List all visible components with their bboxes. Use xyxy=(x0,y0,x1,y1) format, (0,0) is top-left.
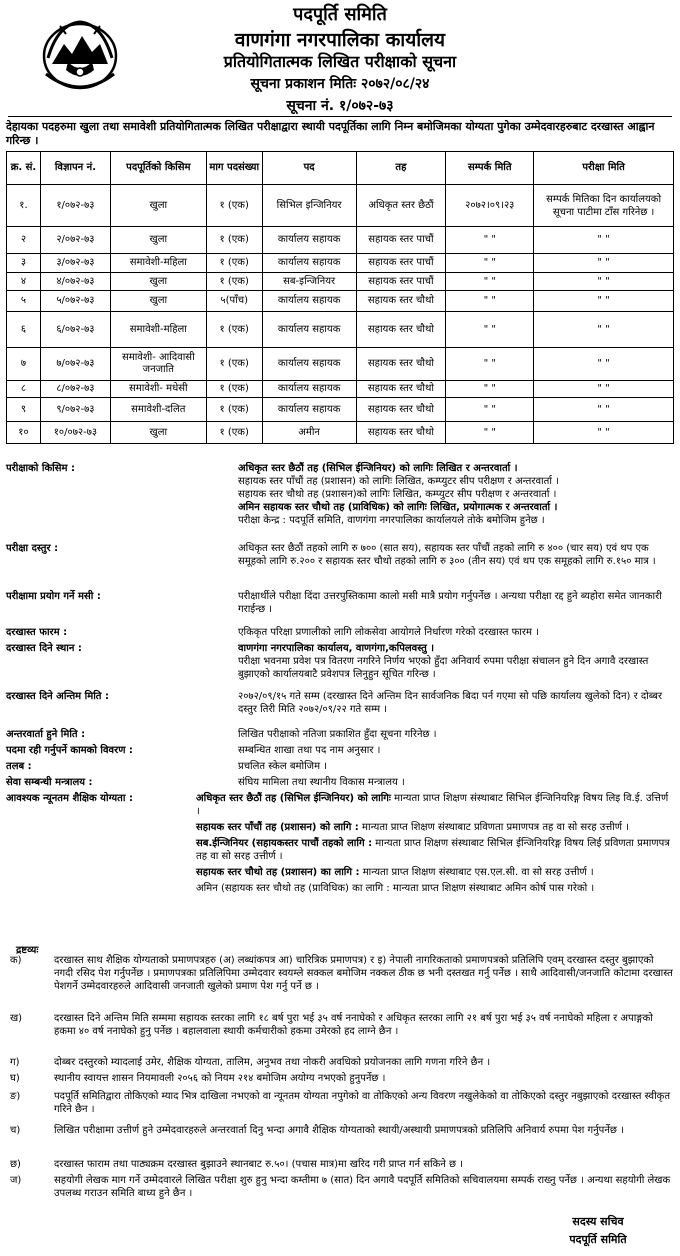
note-key: ज) xyxy=(10,1175,22,1186)
form-text: एकिकृत परिक्षा प्रणालीको लागि लोकसेवा आयोगले निर्धारण गरेको दरखास्त फारम । xyxy=(238,627,539,638)
note-text: दरखास्त साथ शैक्षिक योग्यताको प्रमाणपत्रहरु (अ) लब्धांकपत्र आ) चारित्रिक प्रमाणपत्र) र इ) नेपाली नागरिकताको प्रमाणपत्रको प्रतिलिपि एवम् दरखास्त दस्तुर बुझाएको नगदी रसिद पेश गर्नुपर्नेछ । प्रमाणपत्रका प्रतिलिपिमा उम्मेदवार स्वयम्ले सक्कल बमोजिम नक्कल ठीक छ भनी दस्तखत गर्नु पर्नेछ । साथै आदिवासी/जनजाति कोटामा दरखास्त पेशगर्ने उम्मेदवारहरुले आदिवासी जनजाती खुलेको प्रमाण पेश गर्नु पर्ने छ । xyxy=(54,955,673,992)
cell-count: १ (एक) xyxy=(206,348,262,381)
interview-text: लिखित परीक्षाको नतिजा प्रकाशित हुँदा सूचना गरिनेछ । xyxy=(238,729,437,740)
note-text: सहयोगी लेखक माग गर्ने उम्मेदवारले लिखित परीक्षा शुरु हुनु भन्दा कम्तीमा ७ (सात) दिन अगावै पदपूर्ति समितिको सचिवालयमा सम्पर्क राख्नु पर्नेछ । अन्यथा सहयोगी लेखक उपलब्ध गराउन समिति बाध्य हुने छैन । xyxy=(54,1175,671,1199)
cell-contact-date: " " xyxy=(446,348,534,381)
cell-contact-date: २०७२।०९।२३ xyxy=(446,185,534,227)
notice-number: सूचना नं. १/०७२-७३ xyxy=(286,98,394,114)
exam-type-section xyxy=(6,462,674,544)
note-key: क) xyxy=(10,955,22,966)
exam-type-assistant-4: सहायक स्तर चौथो तह (प्रशासन)को लागिः लिखित, कम्प्युटर सीप परीक्षण र अन्तरवार्ता । xyxy=(238,489,557,500)
cell-type: समावेशी-दलित xyxy=(110,398,206,422)
ministry-text: संघिय मामिला तथा स्थानीय विकास मन्त्रालय । xyxy=(238,777,405,788)
salary-section xyxy=(6,760,674,774)
table-header-row xyxy=(7,152,674,185)
office-name: वाणगंगा नगरपालिका कार्यालय xyxy=(234,29,446,51)
table-row xyxy=(7,227,674,254)
cell-count: १ (एक) xyxy=(206,312,262,348)
col-header-post: पद xyxy=(262,152,356,185)
cell-level: सहायक स्तर पाचौं xyxy=(356,273,446,291)
cell-exam-date: " " xyxy=(534,381,674,398)
cell-post: सिभिल इन्जिनियर xyxy=(262,185,356,227)
cell-contact-date: " " xyxy=(446,422,534,444)
cell-count: १ (एक) xyxy=(206,381,262,398)
cell-contact-date: " " xyxy=(446,398,534,422)
cell-sn: ६ xyxy=(7,312,41,348)
cell-type: समावेशी- आदिवासी जनजाति xyxy=(110,348,206,381)
table-row xyxy=(7,398,674,422)
qualification-assistant-5 xyxy=(196,821,674,834)
cell-ad-no: ८/०७२-७३ xyxy=(40,381,110,398)
cell-exam-date: " " xyxy=(534,254,674,273)
note-key: छ) xyxy=(10,1159,21,1170)
ink-label: परीक्षामा प्रयोग गर्ने मसी : xyxy=(6,591,101,602)
interview-label: अन्तरवार्ता हुने मिति : xyxy=(6,729,86,740)
salary-text: प्रचलित स्केल बमोजिम । xyxy=(238,761,328,772)
cell-ad-no: ७/०७२-७३ xyxy=(40,348,110,381)
table-row xyxy=(7,185,674,227)
cell-level: सहायक स्तर पाचौं xyxy=(356,227,446,254)
cell-post: कार्यालय सहायक xyxy=(262,381,356,398)
cell-post: सब-इन्जिनियर xyxy=(262,273,356,291)
exam-type-officer: अधिकृत स्तर छैठौं तह (सिभिल ईन्जिनियर) को लागिः लिखित र अन्तरवार्ता । xyxy=(238,463,518,474)
cell-type: खुला xyxy=(110,227,206,254)
qualification-section xyxy=(6,792,674,940)
qualification-assistant-5-text: मान्यता प्राप्त शिक्षण संस्थाबाट प्रविणता प्रमाणपत्र तह वा सो सरह उत्तीर्ण । xyxy=(362,822,629,833)
table-row xyxy=(7,381,674,398)
cell-post: अमीन xyxy=(262,422,356,444)
cell-contact-date: " " xyxy=(446,312,534,348)
note-key: च) xyxy=(10,1125,21,1136)
table-row xyxy=(7,291,674,312)
deadline-text: २०७२/०९/१५ गते सम्म (दरखास्त दिने अन्तिम दिन सार्वजनिक बिदा पर्न गएमा सो पछि कार्यालय खुलेको दिन) र दोब्बर दस्तुर तिरी मिति २०७२/०९/२२ गते सम्म । xyxy=(238,691,663,715)
cell-ad-no: ३/०७२-७३ xyxy=(40,254,110,273)
fee-section xyxy=(6,542,674,586)
fee-label: परीक्षा दस्तुर : xyxy=(6,543,59,554)
qualification-assistant-4-text: मान्यता प्राप्त शिक्षण संस्थाबाट एस.एल.सी. वा सो सरह उत्तीर्ण । xyxy=(362,867,594,878)
cell-count: १ (एक) xyxy=(206,185,262,227)
note-text: दरखास्त फाराम तथा पाठ्यक्रम दरखास्त बुझाउने स्थानबाट रु.५०। (पचास मात्र)मा खरिद गरी प्राप्त गर्न सकिने छ । xyxy=(54,1159,463,1170)
publish-date: सूचना प्रकाशन मितिः २०७२/०८/२४ xyxy=(250,76,430,92)
cell-post: कार्यालय सहायक xyxy=(262,254,356,273)
cell-ad-no: ५/०७२-७३ xyxy=(40,291,110,312)
signature-committee: पदपूर्ति समिति xyxy=(569,1233,627,1246)
qualification-label: आवश्यक न्यूनतम शैक्षिक योग्यता : xyxy=(6,793,133,804)
table-row xyxy=(7,254,674,273)
cell-sn: ९ xyxy=(7,398,41,422)
cell-sn: ३ xyxy=(7,254,41,273)
cell-level: सहायक स्तर चौथो xyxy=(356,312,446,348)
cell-ad-no: २/०७२-७३ xyxy=(40,227,110,254)
cell-count: १ (एक) xyxy=(206,254,262,273)
table-row xyxy=(7,273,674,291)
col-header-ad-no: विज्ञापन नं. xyxy=(40,152,110,185)
note-text: पदपूर्ति समितिद्वारा तोकिएको म्याद भित्र दाखिला नभएको वा न्यूनतम योग्यता नपुगेको वा तोकिएको अन्य विवरण नखुलेकेको वा तोकिएको दस्तुर नबुझाएको दरखास्त स्वीकृत गरिने छैन । xyxy=(54,1091,671,1115)
cell-sn: ८ xyxy=(7,381,41,398)
cell-exam-date: " " xyxy=(534,291,674,312)
cell-post: कार्यालय सहायक xyxy=(262,398,356,422)
col-header-type: पदपूर्तिको किसिम xyxy=(110,152,206,185)
qualification-assistant-5-title: सहायक स्तर पाँचौं तह (प्रशासन) को लागि : xyxy=(196,822,359,833)
duties-label: पदमा रही गर्नुपर्ने कामको विवरण : xyxy=(6,745,133,756)
cell-level: सहायक स्तर चौथो xyxy=(356,381,446,398)
duties-section xyxy=(6,744,674,758)
cell-exam-date: " " xyxy=(534,422,674,444)
cell-type: समावेशी-महिला xyxy=(110,254,206,273)
header-divider xyxy=(8,116,672,117)
cell-sn: ५ xyxy=(7,291,41,312)
deadline-label: दरखास्त दिने अन्तिम मिति : xyxy=(6,691,109,702)
qualification-amin: अमिन (सहायक स्तर चौथो तह (प्राविधिक) का लागि : मान्यता प्राप्त शिक्षण संस्थाबाट अमिन कोर्ष पास गरेको । xyxy=(196,883,595,894)
intro-paragraph: देहायका पदहरुमा खुला तथा समावेशी प्रतियोगितात्मक लिखित परीक्षाद्वारा स्थायी पदपूर्तिका लागि निम्न बमोजिमका योग्यता पुगेका उम्मेदवारहरुबाट दरखास्त आह्वान गरिन्छ । xyxy=(6,120,655,147)
cell-level: सहायक स्तर चौथो xyxy=(356,348,446,381)
exam-type-amin: अमिन सहायक स्तर चौथो तह (प्राविधिक) को लागिः लिखित, प्रयोगात्मक र अन्तरवार्ता । xyxy=(238,502,558,513)
cell-level: अधिकृत स्तर छैठौं xyxy=(356,185,446,227)
cell-contact-date: " " xyxy=(446,291,534,312)
note-text: दोब्बर दस्तुरको म्यादलाई उमेर, शैक्षिक योग्यता, तालिम, अनुभव तथा नोकरी अवधिको प्रयोजनका लागि गणना गरिने छैन । xyxy=(54,1057,491,1068)
cell-exam-date: सम्पर्क मितिका दिन कार्यालयको सूचना पाटीमा टाँस गरिनेछ । xyxy=(534,185,674,227)
cell-count: १ (एक) xyxy=(206,422,262,444)
note-text: स्थानीय स्वायत्त शासन नियमावली २०५६ को नियम २१४ बमोजिम अयोग्य नभएको हुनुपर्नेछ । xyxy=(54,1073,386,1084)
cell-level: सहायक स्तर चौथो xyxy=(356,291,446,312)
note-key: ग) xyxy=(10,1057,20,1068)
form-section xyxy=(6,626,674,640)
cell-post: कार्यालय सहायक xyxy=(262,291,356,312)
cell-sn: १० xyxy=(7,422,41,444)
note-key: ख) xyxy=(10,1013,23,1024)
ink-section xyxy=(6,590,674,618)
cell-exam-date: " " xyxy=(534,348,674,381)
col-header-level: तह xyxy=(356,152,446,185)
cell-ad-no: १०/०७२-७३ xyxy=(40,422,110,444)
cell-type: खुला xyxy=(110,273,206,291)
cell-sn: ७ xyxy=(7,348,41,381)
col-header-count: माग पदसंख्या xyxy=(206,152,262,185)
place-label: दरखास्त दिने स्थान : xyxy=(6,643,82,654)
cell-contact-date: " " xyxy=(446,254,534,273)
note-key: ङ) xyxy=(10,1091,21,1102)
cell-count: १ (एक) xyxy=(206,273,262,291)
cell-sn: ४ xyxy=(7,273,41,291)
cell-exam-date: " " xyxy=(534,398,674,422)
cell-ad-no: ९/०७२-७३ xyxy=(40,398,110,422)
note-key: घ) xyxy=(10,1073,20,1084)
notes-title: द्रष्टव्यः xyxy=(16,945,39,956)
cell-type: समावेशी-महिला xyxy=(110,312,206,348)
exam-center: परीक्षा केन्द्र : पदपूर्ति समिति, वाणगंगा नगरपालिका कार्यालयले तोके बमोजिम हुनेछ । xyxy=(238,515,545,526)
cell-sn: २ xyxy=(7,227,41,254)
col-header-exam-date: परीक्षा मिति xyxy=(534,152,674,185)
cell-exam-date: " " xyxy=(534,227,674,254)
cell-post: कार्यालय सहायक xyxy=(262,312,356,348)
col-header-sn: क्र. सं. xyxy=(7,152,41,185)
note-text: लिखित परीक्षामा उत्तीर्ण हुने उम्मेदवारहरुले अन्तरवार्ता दिनु भन्दा अगावै शैक्षिक योग्यताको स्थायी/अस्थायी प्रमाणपत्रको प्रतिलिपि अनिवार्य रुपमा पेश गर्नुपर्नेछ । xyxy=(54,1125,624,1136)
place-section xyxy=(6,642,674,686)
cell-type: खुला xyxy=(110,422,206,444)
fee-text: अधिकृत स्तर छैठौं तहको लागि रु ७०० (सात सय), सहायक स्तर पाँचौं तहको लागि रु ४०० (चार सय) एवं थप एक समूहको लागि रु.२०० र सहायक स्तर चौथो तहको लागि रु ३०० (तीन सय) एवं थप एक समूहको लागि रु.१५० मात्र । xyxy=(238,543,656,567)
cell-contact-date: " " xyxy=(446,227,534,254)
table-row xyxy=(7,422,674,444)
exam-type-label: परीक्षाको किसिम : xyxy=(6,463,75,474)
deadline-section xyxy=(6,690,674,718)
exam-type-assistant-5: सहायक स्तर पाँचौं तह (प्रशासन) को लागिः लिखित, कम्प्युटर सीप परीक्षण र अन्तरवार्ता । xyxy=(238,476,559,487)
cell-type: खुला xyxy=(110,291,206,312)
ministry-label: सेवा सम्बन्धी मन्त्रालय : xyxy=(6,777,93,788)
committee-name: पदपूर्ति समिति xyxy=(293,4,387,25)
cell-level: सहायक स्तर चौथो xyxy=(356,398,446,422)
cell-post: कार्यालय सहायक xyxy=(262,227,356,254)
cell-type: खुला xyxy=(110,185,206,227)
qualification-assistant-4-title: सहायक स्तर चौथो तह (प्रशासन) का लागि : xyxy=(196,867,360,878)
col-header-contact-date: सम्पर्क मिति xyxy=(446,152,534,185)
cell-ad-no: १/०७२-७३ xyxy=(40,185,110,227)
notice-title: प्रतियोगितात्मक लिखित परीक्षाको सूचना xyxy=(223,52,457,71)
duties-text: सम्बन्धित शाखा तथा पद नाम अनुसार । xyxy=(238,745,381,756)
qualification-officer-text: मान्यता प्राप्त शिक्षण संस्थाबाट सिभिल ईन्जिनियरिङ्ग विषय लिइ वि.ई. उत्तिर्ण । xyxy=(196,793,669,817)
cell-level: सहायक स्तर पाचौं xyxy=(356,254,446,273)
cell-count: १ (एक) xyxy=(206,398,262,422)
ministry-section xyxy=(6,776,674,790)
salary-label: तलब : xyxy=(6,761,32,772)
cell-contact-date: " " xyxy=(446,381,534,398)
cell-contact-date: " " xyxy=(446,273,534,291)
interview-section xyxy=(6,728,674,742)
place-address: वाणगंगा नगरपालिका कार्यालय, वाणगंगा,कपिलवस्तु । xyxy=(238,643,435,654)
qualification-assistant-4 xyxy=(196,866,674,879)
cell-level: सहायक स्तर चौथो xyxy=(356,422,446,444)
ink-text: परीक्षार्थीले परीक्षा दिंदा उत्तरपुस्तिकामा कालो मसी मात्रै प्रयोग गर्नुपर्नेछ । अन्यथा परीक्षा रद्द हुने ब्यहोरा समेत जानकारी गराईन्छ । xyxy=(238,591,662,615)
note-text: दरखास्त दिने अन्तिम मिति सम्ममा सहायक स्तरका लागि १८ बर्ष पुरा भई ३५ वर्ष ननाघेको र अधिकृत स्तरका लागि २१ बर्ष पुरा भई ३५ वर्ष ननाघेको महिला र अपाङ्गको हकमा ४० वर्ष ननाघेको हुनु पर्नेछ । बहालवाला स्थायी कर्मचारीको हकमा उमेरको हद लाग्ने छैन । xyxy=(54,1013,653,1037)
cell-exam-date: " " xyxy=(534,312,674,348)
qualification-sub-engineer-text: मान्यता प्राप्त शिक्षण संस्थाबाट सिभिल ईन्जिनियरिङ्ग विषय लिई प्रविणता प्रमाणपत्र तह वा सो सरह उत्तीर्ण । xyxy=(196,838,670,862)
table-row xyxy=(7,312,674,348)
cell-ad-no: ४/०७२-७३ xyxy=(40,273,110,291)
signature-title: सदस्य सचिव xyxy=(572,1215,624,1228)
cell-count: १ (एक) xyxy=(206,227,262,254)
qualification-sub-engineer xyxy=(196,837,674,863)
qualification-sub-engineer-title: सब.ईन्जिनियर (सहायकस्तर पाचौं तहको लागि : xyxy=(196,838,373,849)
table-row xyxy=(7,348,674,381)
cell-exam-date: " " xyxy=(534,273,674,291)
form-label: दरखास्त फारम : xyxy=(6,627,68,638)
qualification-officer-title: अधिकृत स्तर छैठौं तह (सिभिल ईन्जिनियर) को लागिः xyxy=(196,793,391,804)
cell-count: ५(पाँच) xyxy=(206,291,262,312)
qualification-officer xyxy=(196,792,674,818)
cell-type: समावेशी- मधेसी xyxy=(110,381,206,398)
vacancy-table xyxy=(6,151,674,444)
cell-post: कार्यालय सहायक xyxy=(262,348,356,381)
cell-ad-no: ६/०७२-७३ xyxy=(40,312,110,348)
place-note: परीक्षा भवनमा प्रवेश पत्र वितरण नगरिने निर्णय भएको हुँदा अनिवार्य रुपमा परीक्षा संचालन हुने दिन अगावै दरखास्त बुझाएको कार्यालयबाटै प्रवेशपत्र लिनुहुन सूचित गरिन्छ । xyxy=(238,656,649,680)
cell-sn: १. xyxy=(7,185,41,227)
